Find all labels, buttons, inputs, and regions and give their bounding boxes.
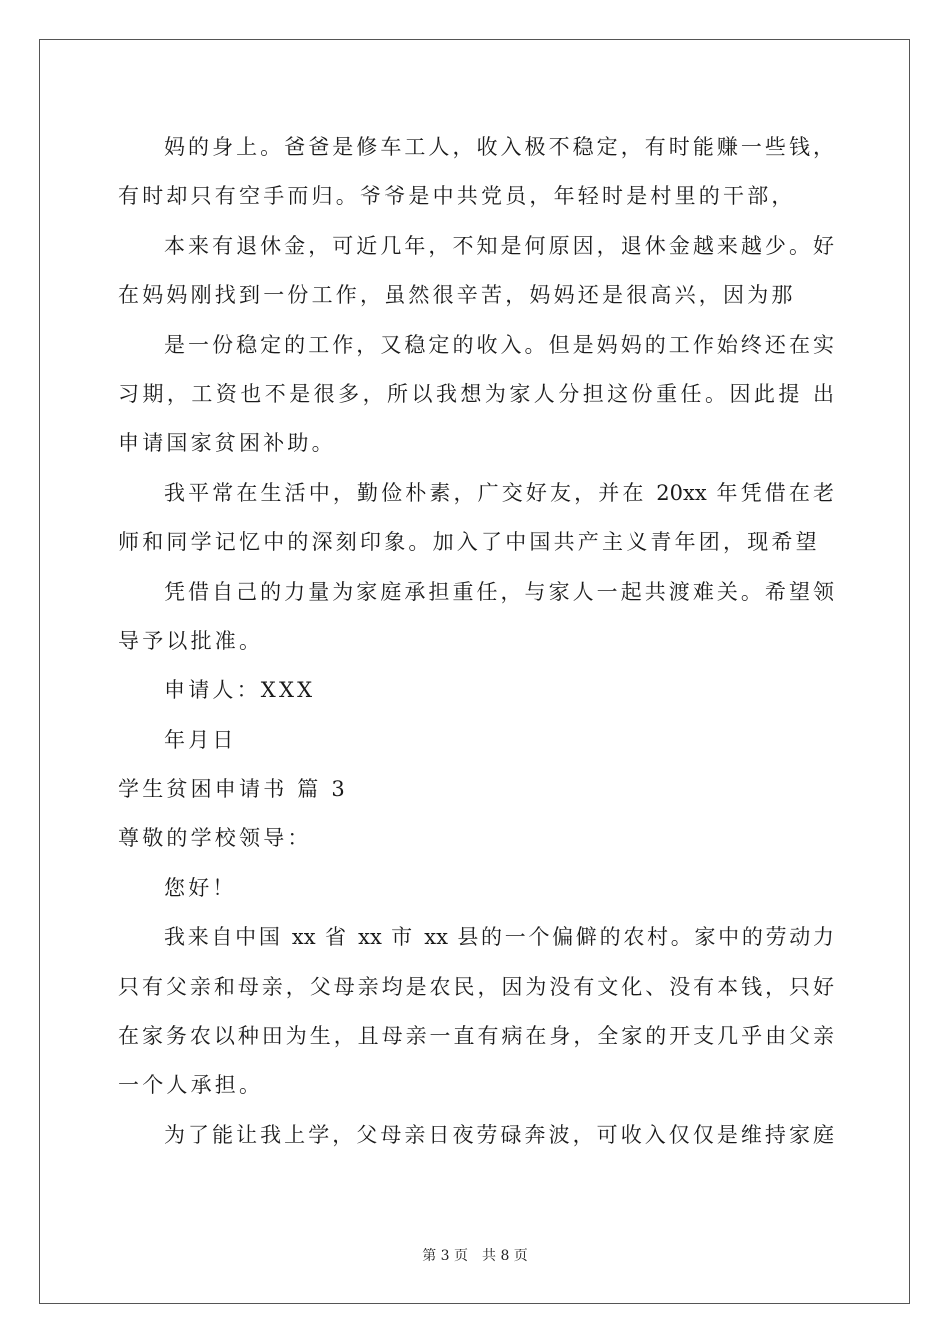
text-line: 我来自中国 xx 省 xx 市 xx 县的一个偏僻的农村。家中的劳动力 — [164, 925, 834, 950]
text-line: 我平常在生活中，勤俭朴素，广交好友，并在 20xx 年凭借在老 — [164, 480, 834, 505]
page-footer — [0, 1246, 950, 1266]
text-line: 只有父亲和母亲，父母亲均是农民，因为没有文化、没有本钱，只好 — [118, 974, 834, 999]
text-line: 在妈妈刚找到一份工作，虽然很辛苦，妈妈还是很高兴，因为那 — [118, 283, 796, 308]
text-line: 尊敬的学校领导： — [118, 826, 312, 851]
text-line: 有时却只有空手而归。爷爷是中共党员，年轻时是村里的干部， — [118, 184, 796, 209]
text-line: 学生贫困申请书 篇 3 — [118, 777, 348, 802]
text-line: 申请国家贫困补助。 — [118, 431, 336, 456]
document-body — [118, 128, 834, 1165]
text-line: 凭借自己的力量为家庭承担重任，与家人一起共渡难关。希望领 — [164, 579, 834, 604]
page-total: 共 8 页 — [482, 1248, 528, 1264]
text-line: 导予以批准。 — [118, 628, 264, 653]
text-line: 申请人：XXX — [164, 678, 316, 703]
text-line: 妈的身上。爸爸是修车工人，收入极不稳定，有时能赚一些钱， — [164, 135, 834, 159]
text-line: 您好！ — [164, 875, 237, 900]
text-line: 在家务农以种田为生，且母亲一直有病在身，全家的开支几乎由父亲 — [118, 1024, 834, 1049]
text-line: 本来有退休金，可近几年，不知是何原因，退休金越来越少。好 — [164, 233, 834, 258]
text-line: 师和同学记忆中的深刻印象。加入了中国共产主义青年团，现希望 — [118, 530, 820, 555]
text-line: 为了能让我上学，父母亲日夜劳碌奔波，可收入仅仅是维持家庭 — [164, 1122, 834, 1147]
text-line: 习期，工资也不是很多，所以我想为家人分担这份重任。因此提 出 — [118, 381, 834, 406]
text-line: 是一份稳定的工作，又稳定的收入。但是妈妈的工作始终还在实 — [164, 332, 834, 357]
text-line: 年月日 — [164, 727, 237, 752]
text-line: 一个人承担。 — [118, 1073, 264, 1098]
page-number: 第 3 页 — [422, 1248, 468, 1264]
